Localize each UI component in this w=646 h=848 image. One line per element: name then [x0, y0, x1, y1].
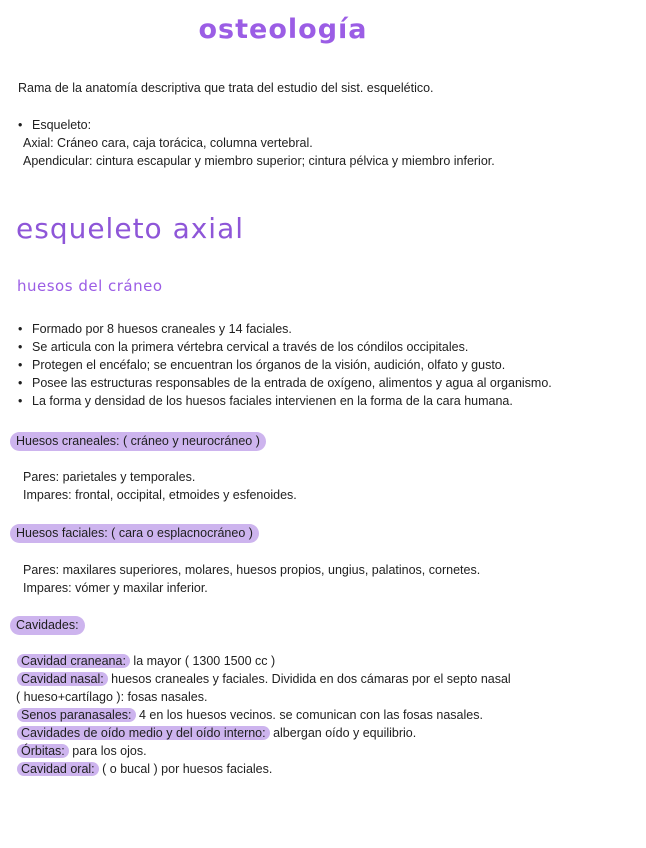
- cranial-label-wrap: [10, 432, 266, 451]
- cavities-label: Cavidades:: [10, 616, 85, 635]
- facial-pairs: Pares: maxilares superiores, molares, huesos propios, ungius, palatinos, cornetes.: [23, 563, 481, 577]
- list-item: • Se articula con la primera vértebra cervical a través de los cóndilos occipitales.: [18, 340, 469, 354]
- page-title: osteología: [198, 14, 368, 45]
- nasal-continuation: ( hueso+cartílago ): fosas nasales.: [16, 690, 208, 704]
- section-heading: esqueleto axial: [16, 212, 245, 245]
- cranial-details: [23, 468, 297, 504]
- skeleton-bullet: Esqueleto:: [32, 118, 92, 132]
- intro-text: Rama de la anatomía descriptiva que trata del estudio del sist. esquelético.: [18, 81, 434, 95]
- list-item: Órbitas: para los ojos.: [17, 742, 511, 760]
- list-item: Cavidad craneana: la mayor ( 1300 1500 cc ): [17, 652, 511, 670]
- skeleton-block: [18, 116, 495, 170]
- cranial-pairs: Pares: parietales y temporales.: [23, 470, 196, 484]
- facial-label: Huesos faciales: ( cara o esplacnocráneo ): [10, 524, 259, 543]
- list-item: • Posee las estructuras responsables de la entrada de oxígeno, alimentos y agua al organismo.: [18, 376, 552, 390]
- facial-details: [23, 561, 480, 597]
- list-item: Cavidad oral: ( o bucal ) por huesos faciales.: [17, 760, 511, 778]
- axial-line: Axial: Cráneo cara, caja torácica, columna vertebral.: [23, 136, 313, 150]
- cranial-label: Huesos craneales: ( cráneo y neurocráneo ): [10, 432, 266, 451]
- cranial-odd: Impares: frontal, occipital, etmoides y esfenoides.: [23, 488, 297, 502]
- facial-odd: Impares: vómer y maxilar inferior.: [23, 581, 208, 595]
- appendicular-line: Apendicular: cintura escapular y miembro superior; cintura pélvica y miembro inferior.: [23, 154, 495, 168]
- skull-bullet-list: [18, 320, 552, 410]
- list-item: • La forma y densidad de los huesos faciales intervienen en la forma de la cara humana.: [18, 394, 513, 408]
- cavities-label-wrap: [10, 616, 85, 635]
- cavities-list: [17, 652, 511, 778]
- list-item: Cavidades de oído medio y del oído interno: albergan oído y equilibrio.: [17, 724, 511, 742]
- list-item: Senos paranasales: 4 en los huesos vecinos. se comunican con las fosas nasales.: [17, 706, 511, 724]
- section-subheading: huesos del cráneo: [17, 277, 163, 295]
- list-item: Cavidad nasal: huesos craneales y faciales. Dividida en dos cámaras por el septo nasal: [17, 670, 511, 688]
- list-item: • Protegen el encéfalo; se encuentran los órganos de la visión, audición, olfato y gusto.: [18, 358, 506, 372]
- list-item: • Esqueleto:: [18, 118, 92, 132]
- list-item: • Formado por 8 huesos craneales y 14 faciales.: [18, 322, 292, 336]
- facial-label-wrap: [10, 524, 259, 543]
